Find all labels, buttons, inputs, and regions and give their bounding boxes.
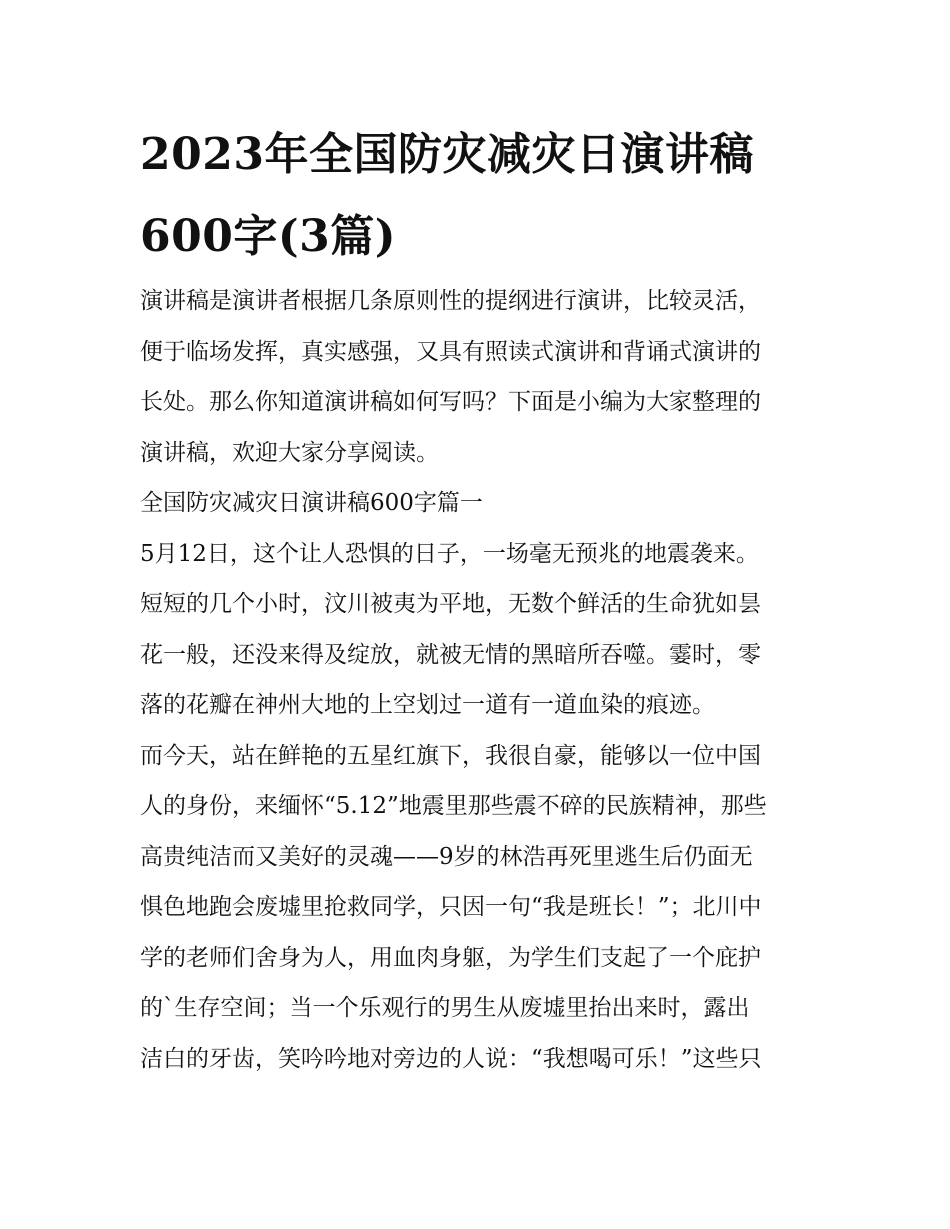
text-line: 的`生存空间；当一个乐观行的男生从废墟里抬出来时，露出 xyxy=(140,995,750,1021)
document-body xyxy=(140,276,820,1084)
document-title xyxy=(140,114,820,278)
text-line: 惧色地跑会废墟里抢救同学，只因一句“我是班长！”；北川中 xyxy=(140,894,762,920)
intro-paragraph xyxy=(140,276,820,478)
text-line: 演讲稿，欢迎大家分享阅读。 xyxy=(140,439,439,466)
text-line: 高贵纯洁而又美好的灵魂——9岁的林浩再死里逃生后仍面无 xyxy=(140,843,753,870)
text-line: 落的花瓣在神州大地的上空划过一道有一道血染的痕迹。 xyxy=(140,692,715,718)
text-line: 学的老师们舍身为人，用血肉身躯，为学生们支起了一个庇护 xyxy=(140,944,761,971)
title-line: 2023年全国防灾减灾日演讲稿 xyxy=(140,129,754,180)
text-line: 演讲稿是演讲者根据几条原则性的提纲进行演讲，比较灵活， xyxy=(140,288,761,314)
text-line: 便于临场发挥，真实感强，又具有照读式演讲和背诵式演讲的 xyxy=(140,338,761,365)
text-line: 花一般，还没来得及绽放，就被无情的黑暗所吞噬。霎时，零 xyxy=(140,641,761,668)
title-line: 600字(3篇) xyxy=(140,211,397,262)
paragraph-1 xyxy=(140,529,820,731)
text-line: 而今天，站在鲜艳的五星红旗下，我很自豪，能够以一位中国 xyxy=(140,742,761,769)
text-line: 长处。那么你知道演讲稿如何写吗？下面是小编为大家整理的 xyxy=(140,389,761,415)
text-line: 短短的几个小时，汶川被夷为平地，无数个鲜活的生命犹如昙 xyxy=(140,591,761,617)
text-line: 人的身份，来缅怀“5.12”地震里那些震不碎的民族精神，那些 xyxy=(140,793,767,819)
section-heading xyxy=(140,478,820,529)
section-heading-text: 全国防灾减灾日演讲稿600字篇一 xyxy=(140,490,483,516)
text-line: 洁白的牙齿，笑吟吟地对旁边的人说：“我想喝可乐！”这些只 xyxy=(140,1045,762,1072)
text-line: 5月12日，这个让人恐惧的日子，一场毫无预兆的地震袭来。 xyxy=(140,540,759,567)
paragraph-2 xyxy=(140,731,820,1085)
